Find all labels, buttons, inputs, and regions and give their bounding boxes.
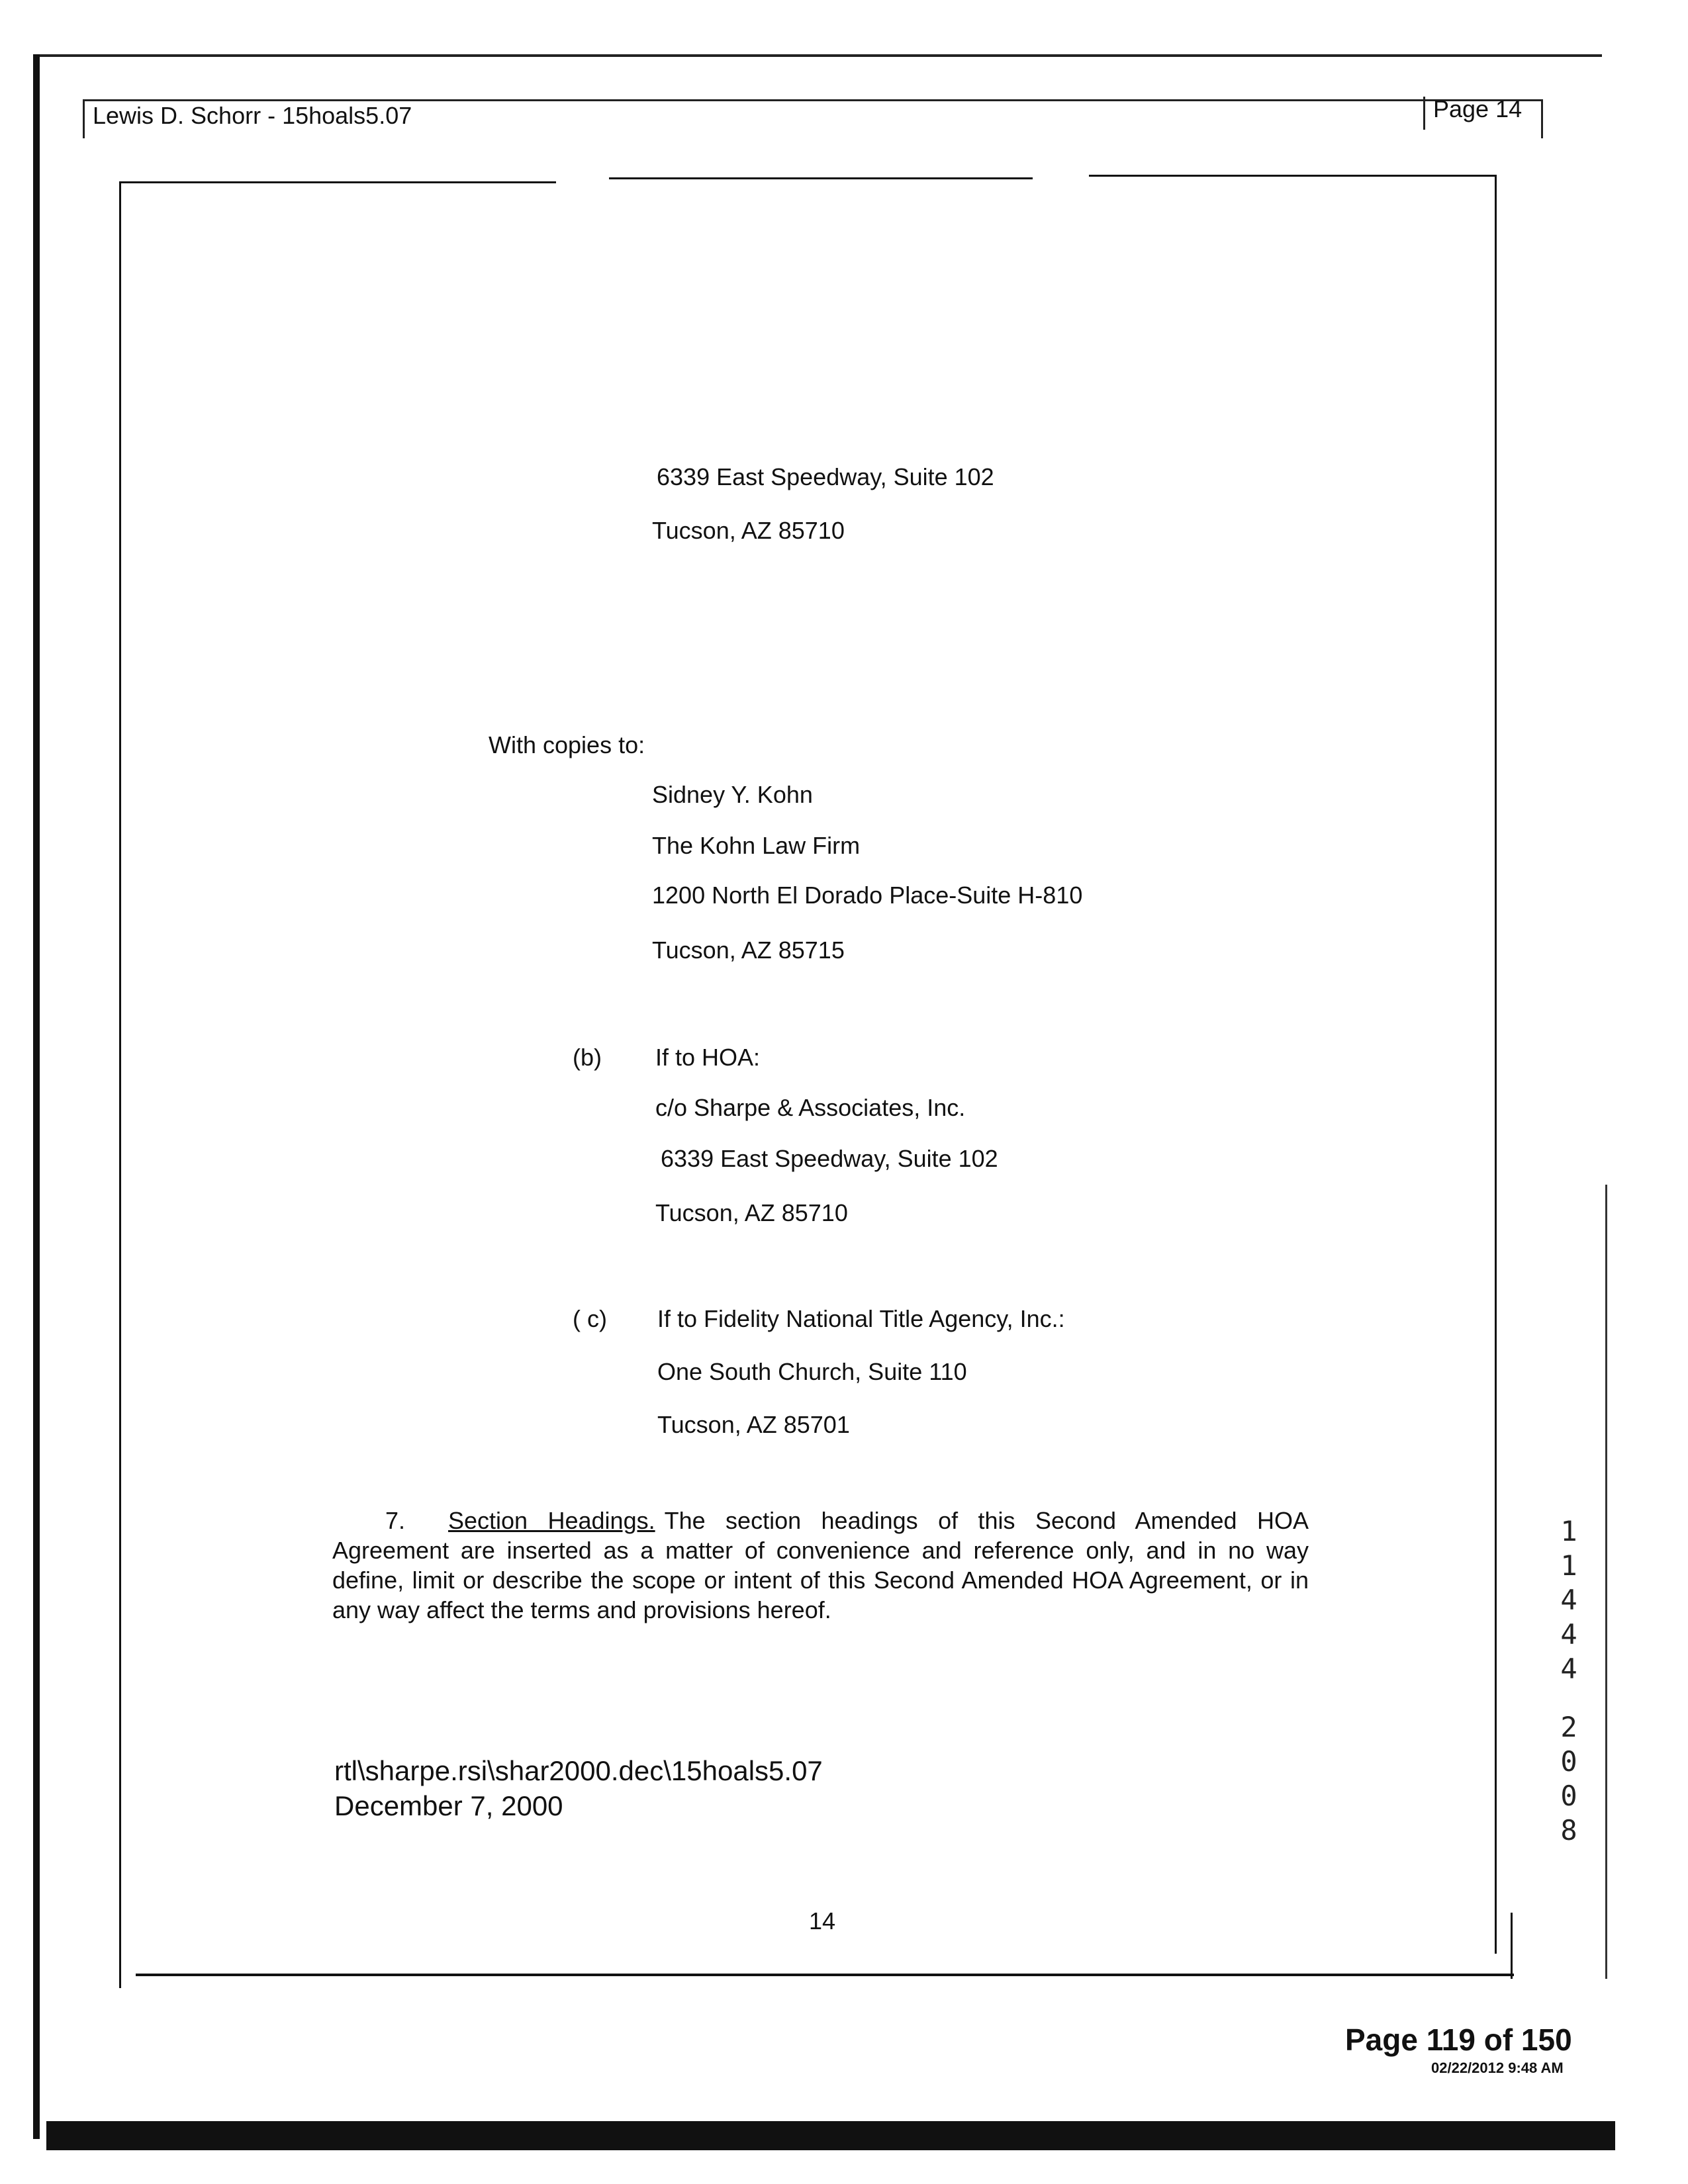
- item-c-line1: One South Church, Suite 110: [657, 1358, 967, 1385]
- copies-label: With copies to:: [489, 731, 645, 758]
- item-b-line3: Tucson, AZ 85710: [655, 1199, 848, 1226]
- frame-bottom: [136, 1974, 1514, 1976]
- section-7-body: The section headings of this Second Amended HOA Agreement are inserted as a matter of convenience and reference only, and in no way define, limit or describe the scope or intent of this Second Amended HOA Agreement, or in any way affect the terms and provisions hereof.: [332, 1507, 1309, 1623]
- item-b-line1: c/o Sharpe & Associates, Inc.: [655, 1094, 966, 1121]
- copies-street: 1200 North El Dorado Place-Suite H-810: [652, 882, 1083, 909]
- frame-top-right: [1089, 175, 1496, 177]
- frame-right-lower: [1511, 1913, 1513, 1979]
- item-b-line2: 6339 East Speedway, Suite 102: [661, 1145, 998, 1172]
- section-7-heading: Section Headings.: [448, 1507, 655, 1534]
- item-c-line2: Tucson, AZ 85701: [657, 1411, 850, 1438]
- file-path: rtl\sharpe.rsi\shar2000.dec\15hoals5.07: [334, 1755, 823, 1786]
- side-id-digit: 2: [1560, 1711, 1577, 1743]
- copies-firm: The Kohn Law Firm: [652, 832, 861, 859]
- stamp-timestamp: 02/22/2012 9:48 AM: [1431, 2060, 1564, 2076]
- item-b-label: If to HOA:: [655, 1044, 761, 1071]
- frame-top-middle: [609, 177, 1033, 179]
- side-id-digit: 4: [1560, 1653, 1577, 1685]
- page-number: 14: [809, 1907, 836, 1934]
- side-id-digit: 0: [1560, 1780, 1577, 1812]
- side-id-gap: [1552, 1686, 1585, 1710]
- side-id-digit: 0: [1560, 1745, 1577, 1778]
- frame-top-left: [119, 181, 556, 183]
- header-divider: [1423, 97, 1425, 130]
- address-top-line2: Tucson, AZ 85710: [652, 517, 845, 544]
- side-document-id: [1552, 1514, 1585, 1848]
- scan-bottom-border: [46, 2121, 1615, 2150]
- right-margin-line: [1605, 1185, 1607, 1979]
- side-id-digit: 1: [1560, 1549, 1577, 1582]
- scan-top-border: [33, 54, 1602, 57]
- scan-left-border: [33, 54, 40, 2139]
- side-id-digit: 8: [1560, 1814, 1577, 1846]
- side-id-digit: 1: [1560, 1515, 1577, 1547]
- frame-left: [119, 181, 121, 1988]
- side-id-digit: 4: [1560, 1618, 1577, 1651]
- item-c-label: If to Fidelity National Title Agency, Inc.:: [657, 1305, 1065, 1332]
- section-7-number: 7.: [385, 1507, 406, 1534]
- frame-right: [1495, 175, 1497, 1954]
- copies-city: Tucson, AZ 85715: [652, 936, 845, 964]
- address-top-line1: 6339 East Speedway, Suite 102: [657, 463, 994, 490]
- item-c-marker: ( c): [573, 1305, 607, 1332]
- item-b-marker: (b): [573, 1044, 602, 1071]
- section-7-paragraph: [332, 1506, 1309, 1625]
- header-page-label: Page 14: [1433, 95, 1523, 122]
- side-id-digit: 4: [1560, 1584, 1577, 1616]
- copies-name: Sidney Y. Kohn: [652, 781, 813, 808]
- stamp-page-count: Page 119 of 150: [1345, 2023, 1572, 2057]
- header-filename: Lewis D. Schorr - 15hoals5.07: [93, 102, 412, 129]
- file-date: December 7, 2000: [334, 1790, 563, 1821]
